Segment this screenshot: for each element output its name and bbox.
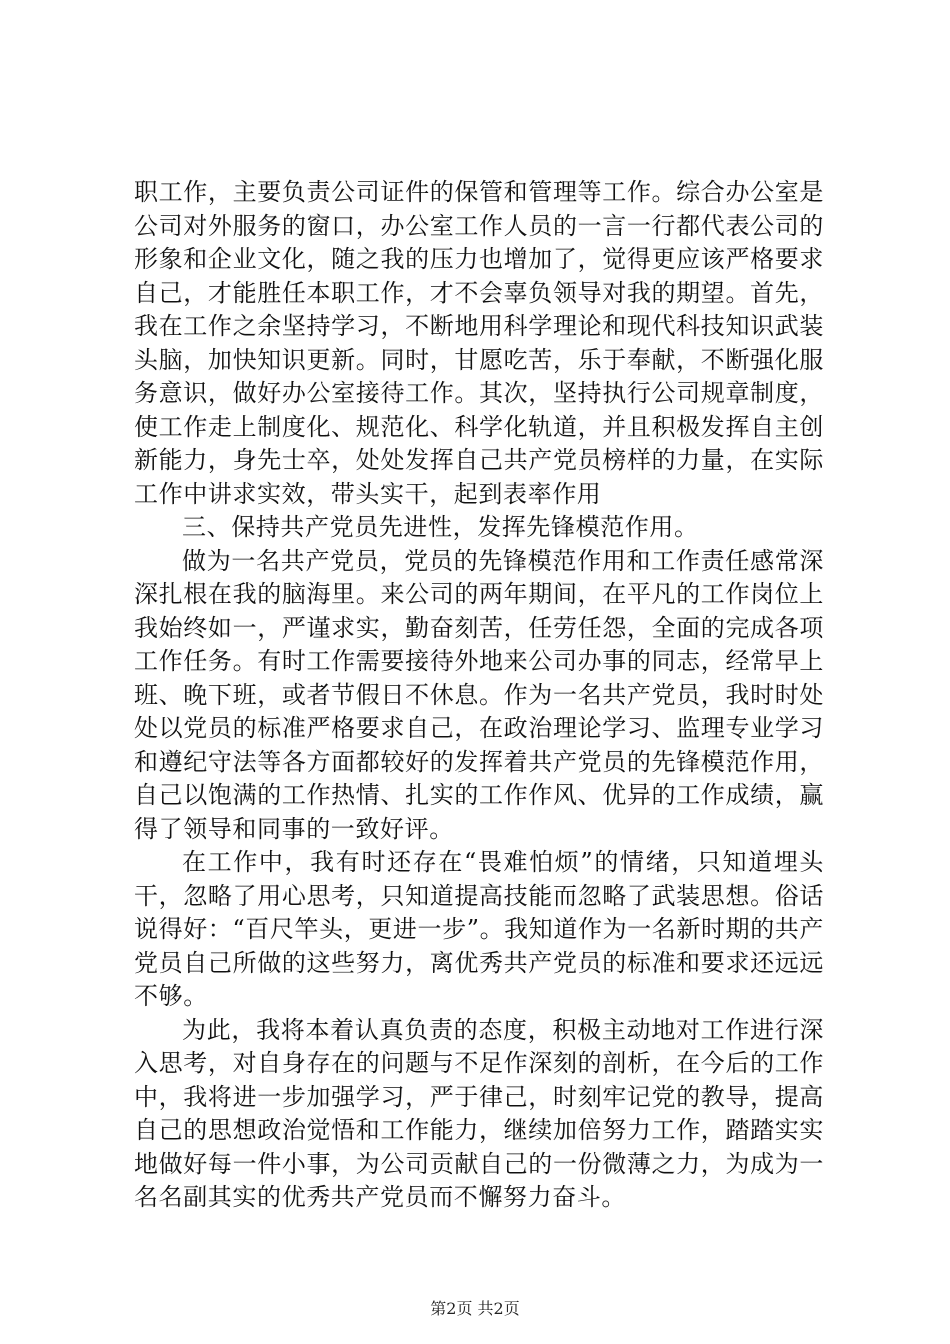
paragraph: 在工作中，我有时还存在“畏难怕烦”的情绪，只知道埋头干，忽略了用心思考，只知道提高技能而忽略了武装思想。俗话说得好：“百尺竿头，更进一步”。我知道作为一名新时期的共产党员自己所做的这些努力，离优秀共产党员的标准和要求还远远不够。	[134, 848, 824, 1010]
paragraph-continuation: 职工作，主要负责公司证件的保管和管理等工作。综合办公室是公司对外服务的窗口，办公室工作人员的一言一行都代表公司的形象和企业文化，随之我的压力也增加了，觉得更应该严格要求自己，才能胜任本职工作，才不会辜负领导对我的期望。首先，我在工作之余坚持学习，不断地用科学理论和现代科技知识武装头脑，加快知识更新。同时，甘愿吃苦，乐于奉献，不断强化服务意识，做好办公室接待工作。其次，坚持执行公司规章制度，使工作走上制度化、规范化、科学化轨道，并且积极发挥自主创新能力，身先士卒，处处发挥自己共产党员榜样的力量，在实际工作中讲求实效，带头实干，起到表率作用	[134, 178, 824, 508]
document-body	[134, 176, 824, 1215]
section-heading: 三、保持共产党员先进性，发挥先锋模范作用。	[182, 513, 699, 541]
paragraph: 为此，我将本着认真负责的态度，积极主动地对工作进行深入思考，对自身存在的问题与不足作深刻的剖析，在今后的工作中，我将进一步加强学习，严于律己，时刻牢记党的教导，提高自己的思想政治觉悟和工作能力，继续加倍努力工作，踏踏实实地做好每一件小事，为公司贡献自己的一份微薄之力，为成为一名名副其实的优秀共产党员而不懈努力奋斗。	[134, 1015, 824, 1211]
page-footer: 第2页 共2页	[430, 1299, 520, 1318]
paragraph: 做为一名共产党员，党员的先锋模范作用和工作责任感常深深扎根在我的脑海里。来公司的两年期间，在平凡的工作岗位上我始终如一，严谨求实，勤奋刻苦，任劳任怨，全面的完成各项工作任务。有时工作需要接待外地来公司办事的同志，经常早上班、晚下班，或者节假日不休息。作为一名共产党员，我时时处处以党员的标准严格要求自己，在政治理论学习、监理专业学习和遵纪守法等各方面都较好的发挥着共产党员的先锋模范作用，自己以饱满的工作热情、扎实的工作作风、优异的工作成绩，赢得了领导和同事的一致好评。	[134, 546, 824, 843]
